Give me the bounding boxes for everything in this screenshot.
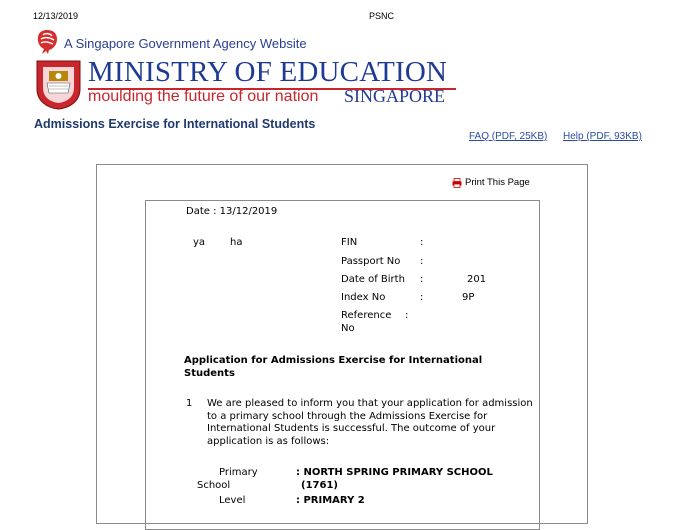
faq-link[interactable]: FAQ (PDF, 25KB) [469, 131, 548, 142]
ministry-motto: moulding the future of our nation [88, 88, 319, 105]
student-name-part1: ya [193, 237, 206, 248]
field-label-reference-no: No [341, 323, 355, 334]
field-value-dob: 201 [467, 274, 487, 285]
print-page-label: Print This Page [465, 177, 530, 188]
field-colon: : [405, 310, 409, 321]
lion-head-logo-icon [35, 29, 59, 55]
ministry-country: SINGAPORE [344, 86, 446, 106]
field-colon: : [420, 274, 424, 285]
print-title: PSNC [369, 11, 395, 21]
result-level-label: Level [219, 495, 246, 506]
result-school-value: : NORTH SPRING PRIMARY SCHOOL [296, 467, 493, 478]
page-title: Admissions Exercise for International Students [34, 117, 316, 131]
help-link[interactable]: Help (PDF, 93KB) [563, 131, 642, 142]
printer-icon [452, 178, 462, 188]
result-level-value: : PRIMARY 2 [296, 495, 365, 506]
result-school-label: Primary [219, 467, 258, 478]
field-label-reference: Reference [341, 310, 392, 321]
field-label-passport: Passport No [341, 256, 401, 267]
field-label-fin: FIN [341, 237, 358, 248]
result-school-label-2: School [197, 480, 231, 491]
print-page-button[interactable] [452, 177, 530, 188]
gov-agency-tagline: A Singapore Government Agency Website [64, 36, 307, 51]
result-school-code: (1761) [301, 480, 338, 491]
moe-crest-logo-icon [35, 59, 82, 110]
field-colon: : [420, 256, 424, 267]
outcome-paragraph: We are pleased to inform you that your application for admission to a primary school through the Admissions Exercise for International Students is successful. The outcome of your application is as follows: [207, 398, 533, 447]
field-colon: : [420, 292, 424, 303]
application-heading: Application for Admissions Exercise for International Students [184, 355, 483, 379]
field-label-index: Index No [341, 292, 386, 303]
paragraph-number: 1 [186, 398, 193, 409]
ministry-name: MINISTRY OF EDUCATION [88, 56, 448, 88]
field-colon: : [420, 237, 424, 248]
print-date: 12/13/2019 [33, 11, 79, 21]
student-name-part2: ha [230, 237, 243, 248]
field-label-dob: Date of Birth [341, 274, 405, 285]
letter-date: Date : 13/12/2019 [186, 206, 278, 217]
field-value-index: 9P [462, 292, 475, 303]
